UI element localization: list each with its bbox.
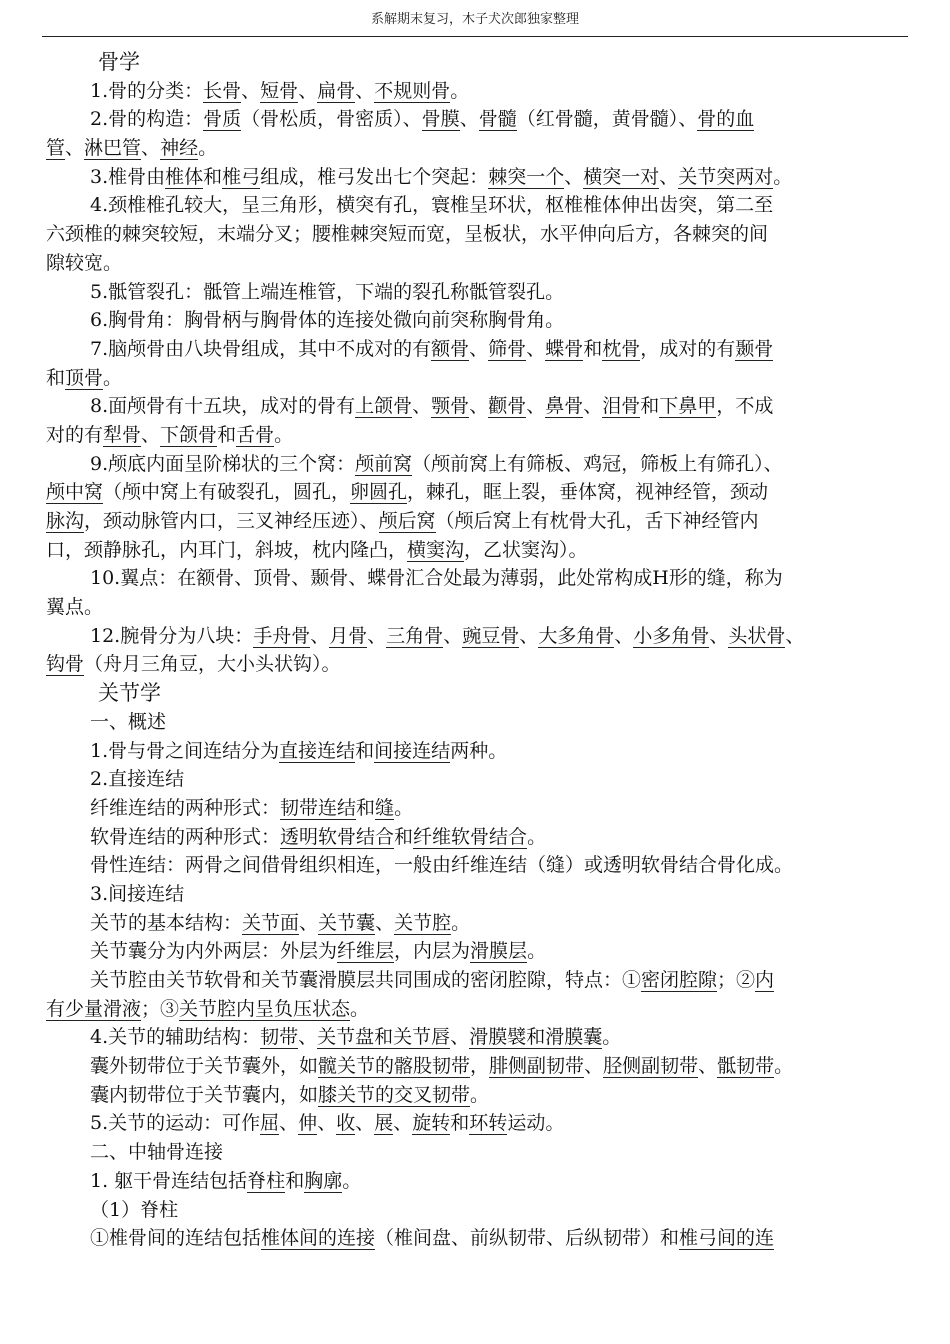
text-line <box>46 1052 906 1081</box>
text-span: 、 <box>412 395 432 418</box>
underlined-term: 泪骨 <box>602 395 641 418</box>
underlined-term: 膝关节的交叉韧带 <box>318 1083 471 1106</box>
underlined-term: 月骨 <box>329 624 368 647</box>
underlined-term: 间接连结 <box>374 739 451 762</box>
underlined-term: 颅后窝 <box>378 510 436 532</box>
text-span: 。 <box>394 796 414 819</box>
underlined-term: 上颌骨 <box>355 395 413 418</box>
underlined-term: 椎弓间的连 <box>679 1227 775 1250</box>
text-span: ，成对的有 <box>640 337 736 360</box>
text-span: 12.腕骨分为八块： <box>90 624 254 647</box>
text-span: 。 <box>470 1083 490 1106</box>
text-span: 、 <box>583 395 603 418</box>
underlined-term: 额骨 <box>431 337 470 360</box>
text-line <box>46 622 906 651</box>
text-line <box>46 593 906 622</box>
text-span: 、 <box>299 911 319 934</box>
underlined-term: 横窦沟 <box>407 538 465 561</box>
text-span: 运动。 <box>507 1112 565 1135</box>
underlined-term: 颅前窝 <box>355 452 413 475</box>
underlined-term: 长骨 <box>203 79 242 102</box>
underlined-term: 钩骨 <box>46 653 85 676</box>
text-span: 、 <box>310 624 330 647</box>
text-line <box>46 191 906 220</box>
text-line <box>46 392 906 421</box>
text-span: ，乙状窦沟）。 <box>464 538 588 561</box>
text-span: 、 <box>469 395 489 418</box>
underlined-term: 蝶骨 <box>545 337 584 360</box>
underlined-term: 有少量滑液 <box>46 997 142 1020</box>
text-line <box>46 163 906 192</box>
underlined-term: 旋转 <box>412 1112 451 1135</box>
text-span: 、 <box>355 1112 375 1135</box>
underlined-term: 小多角骨 <box>633 624 710 647</box>
text-line <box>46 650 906 679</box>
text-span: 4.关节的辅助结构： <box>90 1026 261 1049</box>
underlined-term: 直接连结 <box>279 739 356 762</box>
text-span: 。 <box>451 911 471 934</box>
text-span: 两种。 <box>450 739 508 762</box>
underlined-term: 扁骨 <box>317 79 356 102</box>
underlined-term: 豌豆骨 <box>462 624 520 647</box>
text-span: 5.关节的运动：可作 <box>90 1112 261 1135</box>
underlined-term: 屈 <box>260 1112 280 1135</box>
text-span: 二、中轴骨连接 <box>90 1141 224 1164</box>
underlined-term: 关节腔内呈负压状态 <box>179 997 351 1020</box>
underlined-term: 舌骨 <box>236 423 275 446</box>
text-span: 、 <box>298 79 318 102</box>
text-span: ，颈动脉管内口，三叉神经压迹）、 <box>84 510 379 532</box>
underlined-term: 三角骨 <box>386 624 444 647</box>
underlined-term: 犁骨 <box>103 423 142 446</box>
text-span: ①椎骨间的连结包括 <box>90 1227 262 1250</box>
text-span: 一、概述 <box>90 710 167 733</box>
text-span: 和 <box>355 739 375 762</box>
text-line <box>46 421 906 450</box>
text-span: 、 <box>443 624 463 647</box>
text-span: 和 <box>46 366 66 389</box>
text-span: 囊外韧带位于关节囊外，如 <box>90 1055 319 1078</box>
underlined-term: 透明软骨结合 <box>280 825 395 848</box>
text-span: 2.骨的构造： <box>90 108 204 131</box>
underlined-term: 关节面 <box>242 911 300 934</box>
text-span: 、 <box>65 137 85 160</box>
underlined-term: 管 <box>46 137 66 160</box>
text-span: 、 <box>584 1055 604 1078</box>
text-line <box>46 134 906 163</box>
section-heading <box>46 679 906 708</box>
underlined-term: 下鼻甲 <box>659 395 717 418</box>
underlined-term: 颚骨 <box>431 395 470 418</box>
text-span: 、 <box>298 1026 318 1049</box>
underlined-term: 卵圆孔 <box>350 481 408 504</box>
text-span: 。 <box>103 366 123 389</box>
underlined-term: 颞骨 <box>735 337 774 360</box>
underlined-term: 滑膜层 <box>470 940 528 963</box>
text-line <box>46 880 906 909</box>
text-line <box>46 1196 906 1225</box>
underlined-term: 神经 <box>160 137 199 160</box>
underlined-term: 骨质 <box>203 108 242 131</box>
text-span: 和 <box>285 1169 305 1192</box>
underlined-term: 顶骨 <box>65 366 104 389</box>
text-line <box>46 909 906 938</box>
text-span: 、 <box>519 624 539 647</box>
text-line <box>46 851 906 880</box>
underlined-term: 脉沟 <box>46 510 85 532</box>
text-span: 和 <box>583 337 603 360</box>
text-line <box>46 1167 906 1196</box>
text-span: 。 <box>450 79 470 102</box>
text-line <box>46 708 906 737</box>
page-header: 系解期末复习，木子犬次郎独家整理 <box>370 12 579 27</box>
text-line <box>46 220 906 249</box>
underlined-term: 纤维层 <box>337 940 395 963</box>
underlined-term: 展 <box>374 1112 394 1135</box>
text-span: 。 <box>774 1055 794 1078</box>
text-span: 。 <box>602 1026 622 1049</box>
underlined-term: 下颌骨 <box>160 423 218 446</box>
underlined-term: 密闭腔隙 <box>641 969 718 991</box>
underlined-term: 椎体间的连接 <box>261 1227 376 1250</box>
underlined-term: 颧骨 <box>488 395 527 418</box>
text-span: 、 <box>450 1026 470 1049</box>
text-span: 、 <box>367 624 387 647</box>
text-span: 口，颈静脉孔，内耳门，斜坡，枕内隆凸， <box>46 538 408 561</box>
underlined-term: 大多角骨 <box>538 624 615 647</box>
underlined-term: 环转 <box>469 1112 508 1135</box>
text-span: （颅前窝上有筛板、鸡冠，筛板上有筛孔）、 <box>412 452 783 475</box>
text-span: 、 <box>614 624 634 647</box>
text-span: 关节腔由关节软骨和关节囊滑膜层共同围成的密闭腔隙，特点：① <box>90 969 642 991</box>
document-body <box>46 48 906 1253</box>
text-span: 对的有 <box>46 423 104 446</box>
underlined-term: 不规则骨 <box>374 79 451 102</box>
text-line <box>46 1138 906 1167</box>
text-line <box>46 1224 906 1253</box>
text-span: 8.面颅骨有十五块，成对的骨有 <box>90 395 356 418</box>
text-line <box>46 937 906 966</box>
text-span: 骨学 <box>98 50 140 74</box>
text-span: 、 <box>526 337 546 360</box>
text-span: 9.颅底内面呈阶梯状的三个窝： <box>90 452 356 475</box>
text-span: 7.脑颅骨由八块骨组成，其中不成对的有 <box>90 337 432 360</box>
text-span: 、 <box>241 79 261 102</box>
underlined-term: 椎弓 <box>222 165 261 188</box>
text-line <box>46 765 906 794</box>
text-span: 纤维连结的两种形式： <box>90 796 281 819</box>
text-span: 翼点。 <box>46 596 104 619</box>
text-line <box>46 364 906 393</box>
underlined-term: 胫侧副韧带 <box>603 1055 699 1078</box>
text-span: 、 <box>709 624 729 647</box>
text-span: （颅中窝上有破裂孔，圆孔， <box>103 481 351 504</box>
text-span: 2.直接连结 <box>90 768 185 791</box>
text-span: ，不成 <box>716 395 774 418</box>
underlined-term: 关节盘和关节唇 <box>317 1026 451 1049</box>
text-span: 、 <box>469 337 489 360</box>
underlined-term: 骶韧带 <box>717 1055 775 1078</box>
text-span: （椎间盘、前纵韧带、后纵韧带）和 <box>375 1227 680 1250</box>
text-span: 、 <box>141 137 161 160</box>
text-span: 、 <box>459 108 479 131</box>
text-line <box>46 450 906 479</box>
text-line <box>46 1081 906 1110</box>
underlined-term: 腓侧副韧带 <box>489 1055 585 1078</box>
text-span: 。 <box>527 940 547 963</box>
underlined-term: 椎体 <box>165 165 204 188</box>
text-span: 、 <box>317 1112 337 1135</box>
underlined-term: 韧带连结 <box>280 796 357 819</box>
underlined-term: 鼻骨 <box>545 395 584 418</box>
text-line <box>46 105 906 134</box>
text-line <box>46 1023 906 1052</box>
text-span: 。 <box>198 137 218 160</box>
text-line <box>46 77 906 106</box>
header-rule <box>42 36 908 37</box>
text-span: 和 <box>203 165 223 188</box>
text-span: ；② <box>717 969 756 991</box>
underlined-term: 收 <box>336 1112 356 1135</box>
text-span: 、 <box>698 1055 718 1078</box>
text-span: 1.骨与骨之间连结分为 <box>90 739 280 762</box>
underlined-term: 韧带 <box>260 1026 299 1049</box>
text-line <box>46 1109 906 1138</box>
underlined-term: 手舟骨 <box>253 624 311 647</box>
text-span: 。 <box>350 997 370 1020</box>
underlined-term: 横突一对 <box>583 165 660 188</box>
text-line <box>46 794 906 823</box>
text-span: 和 <box>394 825 414 848</box>
text-span: 囊内韧带位于关节囊内，如 <box>90 1083 319 1106</box>
underlined-term: 淋巴管 <box>84 137 142 160</box>
text-span: ，内层为 <box>394 940 471 963</box>
text-span: ， <box>470 1055 490 1078</box>
underlined-term: 关节囊 <box>318 911 376 934</box>
underlined-term: 骨的血 <box>697 108 755 131</box>
text-span: 、 <box>659 165 679 188</box>
text-span: ；③ <box>141 997 180 1020</box>
underlined-term: 头状骨 <box>728 624 786 647</box>
text-span: 、 <box>393 1112 413 1135</box>
text-span: （骨松质，骨密质）、 <box>241 108 422 131</box>
underlined-term: 关节腔 <box>394 911 452 934</box>
text-span: 六颈椎的棘突较短，末端分叉；腰椎棘突短而宽，呈板状，水平伸向后方，各棘突的间 <box>46 223 769 246</box>
text-span: 关节的基本结构： <box>90 911 243 934</box>
underlined-term: 棘突一个 <box>488 165 565 188</box>
text-span: 关节学 <box>98 681 161 706</box>
text-span: 组成，椎弓发出七个突起： <box>260 165 489 188</box>
text-span: （1）脊柱 <box>90 1198 179 1221</box>
text-span: 、 <box>355 79 375 102</box>
text-line <box>46 249 906 278</box>
text-line <box>46 306 906 335</box>
text-span: （红骨髓，黄骨髓）、 <box>516 108 698 131</box>
underlined-term: 髋关节的髂股韧带 <box>318 1055 471 1078</box>
underlined-term: 纤维软骨结合 <box>413 825 528 848</box>
text-span: 、 <box>279 1112 299 1135</box>
text-span: 、 <box>526 395 546 418</box>
underlined-term: 缝 <box>375 796 395 819</box>
text-line <box>46 995 906 1024</box>
text-span: 和 <box>217 423 237 446</box>
text-span: 和 <box>356 796 376 819</box>
text-line <box>46 507 906 536</box>
text-line <box>46 737 906 766</box>
underlined-term: 脊柱 <box>247 1169 286 1192</box>
underlined-term: 内 <box>755 969 775 991</box>
text-span: 和 <box>450 1112 470 1135</box>
text-line <box>46 478 906 507</box>
underlined-term: 短骨 <box>260 79 299 102</box>
text-line <box>46 536 906 565</box>
text-span: 3.椎骨由 <box>90 165 166 188</box>
text-line <box>46 564 906 593</box>
text-span: 1. 躯干骨连结包括 <box>90 1169 248 1192</box>
text-span: 、 <box>141 423 161 446</box>
text-span: 。 <box>527 825 547 848</box>
text-span: 。 <box>274 423 294 446</box>
underlined-term: 筛骨 <box>488 337 527 360</box>
underlined-term: 伸 <box>298 1112 318 1135</box>
text-span: 10.翼点：在额骨、顶骨、颞骨、蝶骨汇合处最为薄弱，此处常构成H形的缝，称为 <box>90 567 783 590</box>
underlined-term: 骨髓 <box>478 108 517 131</box>
text-span: ，棘孔，眶上裂，垂体窝，视神经管，颈动 <box>407 481 769 504</box>
underlined-term: 滑膜襞和滑膜囊 <box>469 1026 603 1049</box>
text-line <box>46 335 906 364</box>
text-span: 隙较宽。 <box>46 251 123 274</box>
text-span: （舟月三角豆，大小头状钩）。 <box>84 653 341 676</box>
text-span: 和 <box>640 395 660 418</box>
section-heading <box>46 48 906 77</box>
text-span: 6.胸骨角：胸骨柄与胸骨体的连接处微向前突称胸骨角。 <box>90 309 565 332</box>
text-span: 1.骨的分类： <box>90 79 204 102</box>
underlined-term: 骨膜 <box>421 108 460 131</box>
text-span: 、 <box>785 624 805 647</box>
text-span: 骨性连结：两骨之间借骨组织相连，一般由纤维连结（缝）或透明软骨结合骨化成。 <box>90 854 794 877</box>
text-span: 4.颈椎椎孔较大，呈三角形，横突有孔，寰椎呈环状，枢椎椎体伸出齿突，第二至 <box>90 194 774 217</box>
underlined-term: 胸廓 <box>304 1169 343 1192</box>
text-span: （颅后窝上有枕骨大孔，舌下神经管内 <box>435 510 759 532</box>
text-span: 。 <box>342 1169 362 1192</box>
text-line <box>46 278 906 307</box>
text-span: 。 <box>773 165 793 188</box>
underlined-term: 枕骨 <box>602 337 641 360</box>
text-span: 、 <box>564 165 584 188</box>
text-span: 关节囊分为内外两层：外层为 <box>90 940 338 963</box>
text-span: 3.间接连结 <box>90 882 185 905</box>
text-span: 软骨连结的两种形式： <box>90 825 281 848</box>
text-span: 5.骶管裂孔：骶管上端连椎管，下端的裂孔称骶管裂孔。 <box>90 280 565 303</box>
text-line <box>46 966 906 995</box>
text-line <box>46 823 906 852</box>
underlined-term: 关节突两对 <box>678 165 774 188</box>
text-span: 、 <box>375 911 395 934</box>
underlined-term: 颅中窝 <box>46 481 104 504</box>
